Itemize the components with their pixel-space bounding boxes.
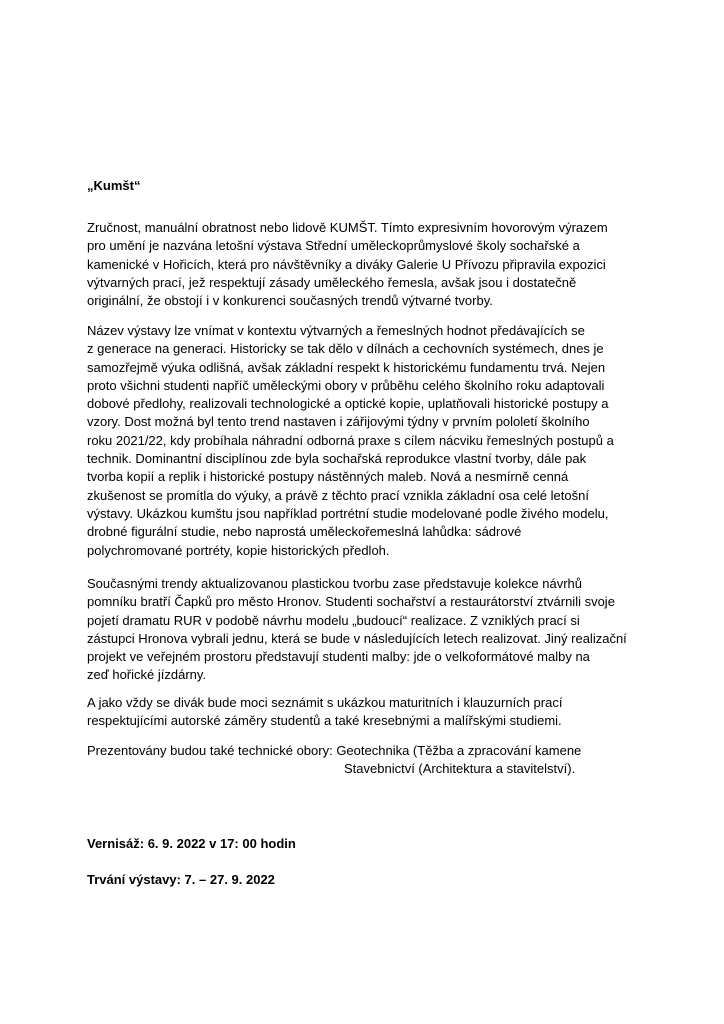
text-line: výtvarných prací, jež respektují zásady uměleckého řemesla, avšak jsou i dostatečně xyxy=(87,274,577,290)
text-line: samozřejmě výuka odlišná, avšak základní respekt k historickému fundamentu trvá. Nejen xyxy=(87,359,606,375)
paragraph-intro xyxy=(87,219,608,310)
text-line: zástupci Hronova vybrali jednu, která se bude v následujících letech realizovat. Jiný realizační xyxy=(87,630,627,646)
text-line: zkušenost se promítla do výuky, a právě z těchto prací vznikla základní osa celé letošní xyxy=(87,487,589,503)
text-line: A jako vždy se divák bude moci seznámit s ukázkou maturitních i klauzurních prací xyxy=(87,695,563,710)
text-line: Současnými trendy aktualizovanou plastickou tvorbu zase představuje kolekce návrhů xyxy=(87,576,582,591)
text-line: vzory. Dost možná byl tento trend nastaven i zářijovými týdny v prvním pololetí školního xyxy=(87,414,590,430)
paragraph-graduation-works xyxy=(87,694,562,731)
vernisage-date: Vernisáž: 6. 9. 2022 v 17: 00 hodin xyxy=(87,836,296,851)
exhibition-duration: Trvání výstavy: 7. – 27. 9. 2022 xyxy=(87,872,275,887)
text-line: Prezentovány budou také technické obory: Geotechnika (Těžba a zpracování kamene xyxy=(87,743,582,758)
text-line: zeď hořické jízdárny. xyxy=(87,667,207,683)
text-line: respektujícími autorské záměry studentů a také kresebnými a malířskými studiemi. xyxy=(87,713,562,729)
text-line: kamenické v Hořicích, která pro návštěvníky a diváky Galerie U Přívozu připravila expozici xyxy=(87,256,606,272)
text-line: proto všichni studenti napříč uměleckými obory v průběhu celého školního roku adaptovali xyxy=(87,377,605,393)
text-line: projekt ve veřejném prostoru představují studenti malby: jde o velkoformátové malby na xyxy=(87,649,590,665)
text-line: pomníku bratří Čapků pro město Hronov. Studenti sochařství a restaurátorství ztvárnili svoje xyxy=(87,594,615,610)
text-line: z generace na generaci. Historicky se tak dělo v dílnách a cechovních systémech, dnes je xyxy=(87,341,604,357)
text-line: technik. Dominantní disciplínou zde byla sochařská reprodukce vlastní tvorby, dále pak xyxy=(87,451,587,467)
text-line: tvorba kopií a replik i historické postupy nástěnných maleb. Nová a nesmírně cenná xyxy=(87,469,569,485)
paragraph-exhibition-name xyxy=(87,322,614,560)
paragraph-technical-fields xyxy=(87,742,581,779)
text-line: Název výstavy lze vnímat v kontextu výtvarných a řemeslných hodnot předávajících se xyxy=(87,323,585,338)
text-line: originální, že obstojí i v konkurenci současných trendů výtvarné tvorby. xyxy=(87,293,493,309)
text-line: Zručnost, manuální obratnost nebo lidově KUMŠT. Tímto expresivním hovorovým výrazem xyxy=(87,220,608,235)
text-line: roku 2021/22, kdy probíhala náhradní odborná praxe s cílem nácviku řemeslných postupů a xyxy=(87,432,614,448)
paragraph-current-trends xyxy=(87,575,627,685)
text-line: výstavy. Ukázkou kumštu jsou například portrétní studie modelované podle živého modelu, xyxy=(87,505,609,521)
text-line: pojetí dramatu RUR v podobě návrhu modelu „budoucí“ realizace. Z vzniklých prací si xyxy=(87,612,580,628)
text-line: pro umění je nazvána letošní výstava Střední uměleckoprůmyslové školy sochařské a xyxy=(87,238,580,254)
text-line: Stavebnictví (Architektura a stavitelství). xyxy=(344,761,576,777)
text-line: dobové předlohy, realizovali technologické a optické kopie, uplatňovali historické postupy a xyxy=(87,396,609,412)
text-line: polychromované portréty, kopie historických předloh. xyxy=(87,542,390,558)
document-title: „Kumšt“ xyxy=(87,178,141,193)
text-line: drobné figurální studie, nebo naprostá uměleckořemeslná lahůdka: sádrové xyxy=(87,524,522,540)
